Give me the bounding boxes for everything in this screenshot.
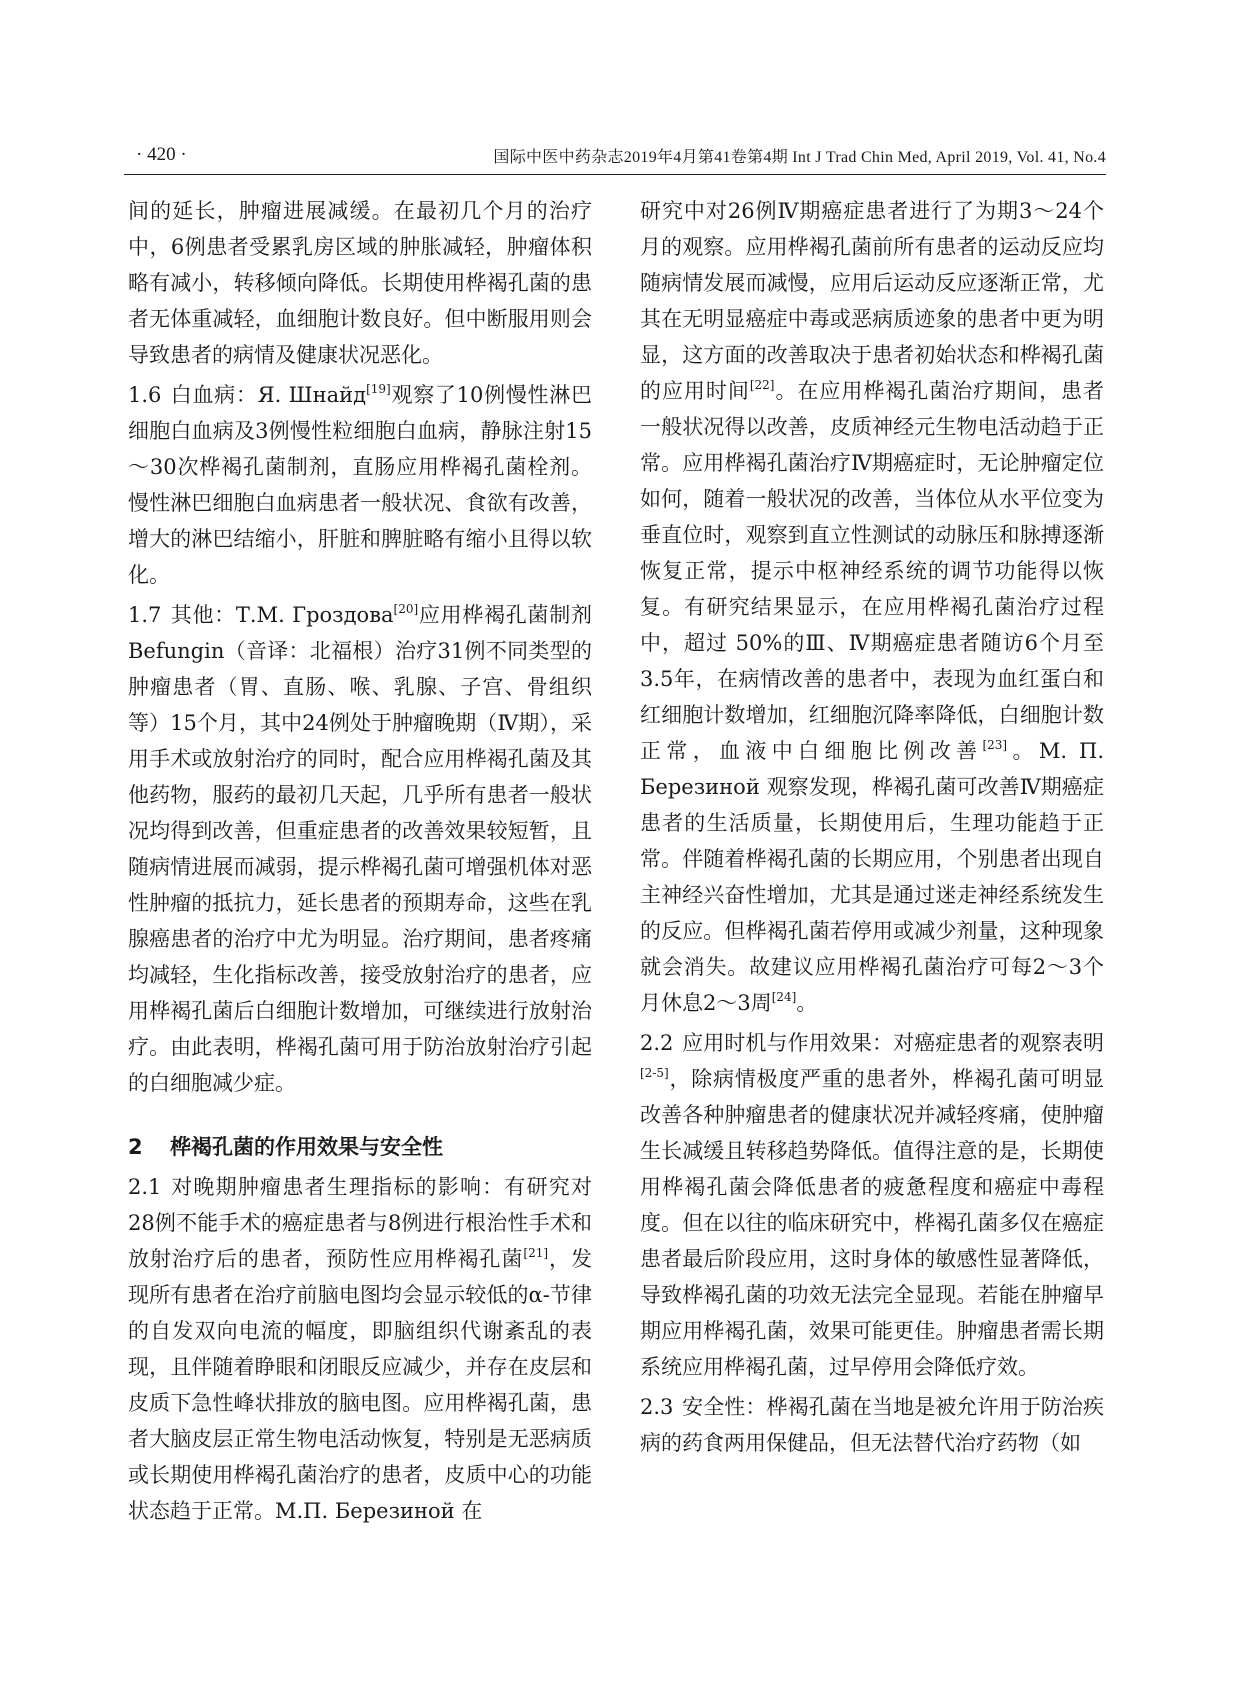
subsection-number: 2.3 xyxy=(640,1395,674,1419)
subsection-1-7: 1.7 其他：Т.М. Гроздова[20]应用桦褐孔菌制剂Befungin（音译：北福根）治疗31例不同类型的肿瘤患者（胃、直肠、喉、乳腺、子宫、骨组织等）15个月，其中24例处于肿瘤晚期（Ⅳ期），采用手术或放射治疗的同时，配合应用桦褐孔菌及其他药物，服药的最初几天起，几乎所有患者一般状况均得到改善，但重症患者的改善效果较短暂，且随病情进展而减弱，提示桦褐孔菌可增强机体对恶性肿瘤的抵抗力，延长患者的预期寿命，这些在乳腺癌患者的治疗中尤为明显。治疗期间，患者疼痛均减轻，生化指标改善，接受放射治疗的患者，应用桦褐孔菌后白细胞计数增加，可继续进行放射治疗。由此表明，桦褐孔菌可用于防治放射治疗引起的白细胞减少症。 xyxy=(128,597,592,1101)
page-number: · 420 · xyxy=(136,144,187,165)
left-column xyxy=(128,193,592,1533)
paragraph: 间的延长，肿瘤进展减缓。在最初几个月的治疗中，6例患者受累乳房区域的肿胀减轻，肿瘤体积略有减小，转移倾向降低。长期使用桦褐孔菌的患者无体重减轻，血细胞计数良好。但中断服用则会导致患者的病情及健康状况恶化。 xyxy=(128,199,592,367)
subsection-number: 2.2 xyxy=(640,1031,674,1055)
citation-ref: [2-5] xyxy=(640,1066,669,1080)
citation-ref: [19] xyxy=(366,382,391,396)
subsection-2-2: 2.2 应用时机与作用效果：对癌症患者的观察表明[2-5]，除病情极度严重的患者外，桦褐孔菌可明显改善各种肿瘤患者的健康状况并减轻疼痛，使肿瘤生长减缓且转移趋势降低。值得注意的是，长期使用桦褐孔菌会降低患者的疲惫程度和癌症中毒程度。但在以往的临床研究中，桦褐孔菌多仅在癌症患者最后阶段应用，这时身体的敏感性显著降低，导致桦褐孔菌的功效无法完全显现。若能在肿瘤早期应用桦褐孔菌，效果可能更佳。肿瘤患者需长期系统应用桦褐孔菌，过早停用会降低疗效。 xyxy=(640,1025,1104,1385)
subsection-number: 2.1 xyxy=(128,1175,162,1199)
citation-ref: [24] xyxy=(771,990,797,1004)
citation-ref: [21] xyxy=(523,1246,549,1260)
header-rule xyxy=(124,174,1106,175)
subsection-2-3: 2.3 安全性：桦褐孔菌在当地是被允许用于防治疾病的药食两用保健品，但无法替代治疗药物（如 xyxy=(640,1389,1104,1461)
subsection-1-6: 1.6 白血病：Я. Шнайд[19]观察了10例慢性淋巴细胞白血病及3例慢性粒细胞白血病，静脉注射15～30次桦褐孔菌制剂，直肠应用桦褐孔菌栓剂。慢性淋巴细胞白血病患者一般状况、食欲有改善，增大的淋巴结缩小，肝脏和脾脏略有缩小且得以软化。 xyxy=(128,377,592,593)
citation-ref: [20] xyxy=(393,602,419,616)
paragraph: 研究中对26例Ⅳ期癌症患者进行了为期3～24个月的观察。应用桦褐孔菌前所有患者的运动反应均随病情发展而减慢，应用后运动反应逐渐正常，尤其在无明显癌症中毒或恶病质迹象的患者中更为明显，这方面的改善取决于患者初始状态和桦褐孔菌的应用时间[22]。在应用桦褐孔菌治疗期间，患者一般状况得以改善，皮质神经元生物电活动趋于正常。应用桦褐孔菌治疗Ⅳ期癌症时，无论肿瘤定位如何，随着一般状况的改善，当体位从水平位变为垂直位时，观察到直立性测试的动脉压和脉搏逐渐恢复正常，提示中枢神经系统的调节功能得以恢复。有研究结果显示，在应用桦褐孔菌治疗过程中，超过 50%的Ⅲ、Ⅳ期癌症患者随访6个月至3.5年，在病情改善的患者中，表现为血红蛋白和红细胞计数增加，红细胞沉降率降低，白细胞计数正常，血液中白细胞比例改善[23]。М. П. Березиной 观察发现，桦褐孔菌可改善Ⅳ期癌症患者的生活质量，长期使用后，生理功能趋于正常。伴随着桦褐孔菌的长期应用，个别患者出现自主神经兴奋性增加，尤其是通过迷走神经系统发生的反应。但桦褐孔菌若停用或减少剂量，这种现象就会消失。故建议应用桦褐孔菌治疗可每2～3个月休息2～3周[24]。 xyxy=(640,199,1105,1015)
subsection-2-1: 2.1 对晚期肿瘤患者生理指标的影响：有研究对28例不能手术的癌症患者与8例进行根治性手术和放射治疗后的患者，预防性应用桦褐孔菌[21]，发现所有患者在治疗前脑电图均会显示较低的α-节律的自发双向电流的幅度，即脑组织代谢紊乱的表现，且伴随着睁眼和闭眼反应减少，并存在皮层和皮质下急性峰状排放的脑电图。应用桦褐孔菌，患者大脑皮层正常生物电活动恢复，特别是无恶病质或长期使用桦褐孔菌治疗的患者，皮质中心的功能状态趋于正常。М.П. Березиной 在 xyxy=(128,1169,592,1529)
citation-ref: [22] xyxy=(749,378,775,392)
journal-citation: 国际中医中药杂志2019年4月第41卷第4期 Int J Trad Chin Med, April 2019, Vol. 41, No.4 xyxy=(493,149,1106,166)
citation-ref: [23] xyxy=(982,738,1008,752)
subsection-number: 1.6 xyxy=(128,383,162,407)
section-heading: 2 桦褐孔菌的作用效果与安全性 xyxy=(128,1135,443,1159)
subsection-number: 1.7 xyxy=(128,603,162,627)
right-column xyxy=(640,193,1104,1465)
page-header xyxy=(124,144,1106,174)
